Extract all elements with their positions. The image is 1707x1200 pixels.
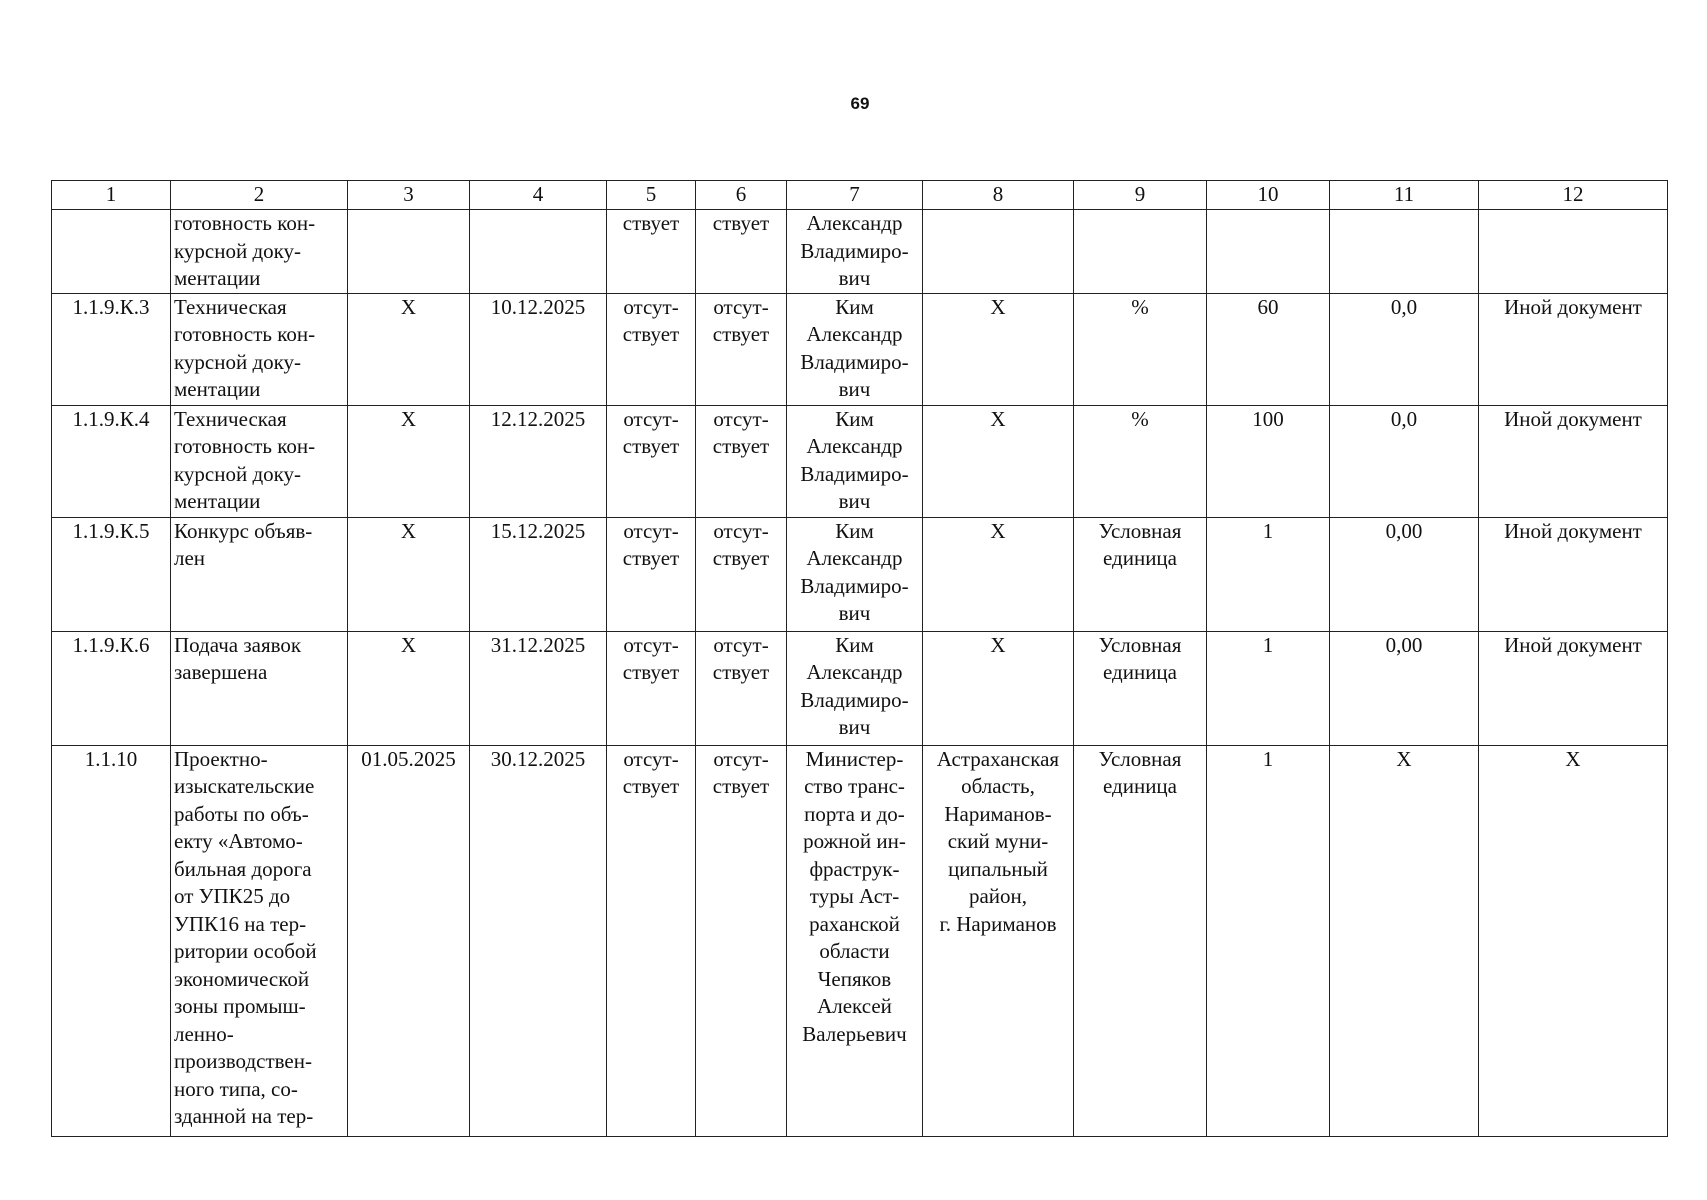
- cell-unit: Условная единица: [1074, 517, 1207, 631]
- cell-number: [52, 210, 171, 294]
- cell-start-date: X: [348, 405, 470, 517]
- cell-name: Подача заявок завершена: [171, 631, 348, 745]
- cell-document: X: [1479, 745, 1668, 1136]
- cell-amount: X: [1330, 745, 1479, 1136]
- cell-document: Иной документ: [1479, 517, 1668, 631]
- cell-responsible: Ким Александр Владимиро- вич: [787, 517, 923, 631]
- cell-col5: отсут- ствует: [607, 293, 696, 405]
- cell-col6: ствует: [696, 210, 787, 294]
- cell-start-date: X: [348, 517, 470, 631]
- cell-amount: 0,0: [1330, 293, 1479, 405]
- cell-end-date: 12.12.2025: [470, 405, 607, 517]
- column-header: 1: [52, 181, 171, 210]
- cell-start-date: X: [348, 631, 470, 745]
- column-header: 6: [696, 181, 787, 210]
- column-header: 12: [1479, 181, 1668, 210]
- column-header: 4: [470, 181, 607, 210]
- column-header: 7: [787, 181, 923, 210]
- cell-number: 1.1.9.К.6: [52, 631, 171, 745]
- column-header: 10: [1207, 181, 1330, 210]
- column-header: 5: [607, 181, 696, 210]
- cell-name: Техническая готовность кон- курсной доку- ментации: [171, 293, 348, 405]
- column-header: 11: [1330, 181, 1479, 210]
- cell-document: [1479, 210, 1668, 294]
- document-table: [51, 180, 1668, 1137]
- cell-end-date: 10.12.2025: [470, 293, 607, 405]
- cell-amount: 0,00: [1330, 631, 1479, 745]
- column-header: 3: [348, 181, 470, 210]
- cell-col6: отсут- ствует: [696, 745, 787, 1136]
- cell-col6: отсут- ствует: [696, 517, 787, 631]
- cell-col6: отсут- ствует: [696, 405, 787, 517]
- cell-responsible: Ким Александр Владимиро- вич: [787, 405, 923, 517]
- table-header-row: [52, 181, 1668, 210]
- cell-responsible: Ким Александр Владимиро- вич: [787, 293, 923, 405]
- cell-amount: 0,00: [1330, 517, 1479, 631]
- table-row: [52, 517, 1668, 631]
- cell-location: X: [923, 517, 1074, 631]
- column-header: 8: [923, 181, 1074, 210]
- cell-unit: %: [1074, 293, 1207, 405]
- cell-end-date: 31.12.2025: [470, 631, 607, 745]
- cell-start-date: 01.05.2025: [348, 745, 470, 1136]
- cell-value: 1: [1207, 631, 1330, 745]
- cell-end-date: 15.12.2025: [470, 517, 607, 631]
- cell-col5: ствует: [607, 210, 696, 294]
- cell-end-date: 30.12.2025: [470, 745, 607, 1136]
- cell-document: Иной документ: [1479, 631, 1668, 745]
- cell-value: 60: [1207, 293, 1330, 405]
- cell-amount: 0,0: [1330, 405, 1479, 517]
- table-row: [52, 745, 1668, 1136]
- cell-document: Иной документ: [1479, 405, 1668, 517]
- cell-location: Астраханская область, Нариманов- ский муни- ципальный район, г. Нариманов: [923, 745, 1074, 1136]
- cell-location: [923, 210, 1074, 294]
- cell-unit: [1074, 210, 1207, 294]
- cell-responsible: Министер- ство транс- порта и до- рожной ин- фраструк- туры Аст- раханской области Чепяков Алексей Валерьевич: [787, 745, 923, 1136]
- page-number: 69: [850, 94, 870, 113]
- cell-number: 1.1.9.К.5: [52, 517, 171, 631]
- cell-start-date: [348, 210, 470, 294]
- cell-unit: Условная единица: [1074, 745, 1207, 1136]
- cell-col5: отсут- ствует: [607, 517, 696, 631]
- cell-name: готовность кон- курсной доку- ментации: [171, 210, 348, 294]
- column-header: 2: [171, 181, 348, 210]
- cell-unit: Условная единица: [1074, 631, 1207, 745]
- cell-document: Иной документ: [1479, 293, 1668, 405]
- table-row: [52, 293, 1668, 405]
- cell-number: 1.1.9.К.3: [52, 293, 171, 405]
- table-row: [52, 210, 1668, 294]
- cell-name: Техническая готовность кон- курсной доку- ментации: [171, 405, 348, 517]
- cell-location: X: [923, 293, 1074, 405]
- cell-col5: отсут- ствует: [607, 405, 696, 517]
- cell-col5: отсут- ствует: [607, 631, 696, 745]
- cell-responsible: Ким Александр Владимиро- вич: [787, 631, 923, 745]
- cell-number: 1.1.9.К.4: [52, 405, 171, 517]
- cell-start-date: X: [348, 293, 470, 405]
- cell-col5: отсут- ствует: [607, 745, 696, 1136]
- cell-value: 100: [1207, 405, 1330, 517]
- cell-value: [1207, 210, 1330, 294]
- cell-col6: отсут- ствует: [696, 293, 787, 405]
- table-row: [52, 405, 1668, 517]
- cell-value: 1: [1207, 517, 1330, 631]
- cell-value: 1: [1207, 745, 1330, 1136]
- table-row: [52, 631, 1668, 745]
- cell-location: X: [923, 631, 1074, 745]
- cell-name: Конкурс объяв- лен: [171, 517, 348, 631]
- cell-name: Проектно- изыскательские работы по объ- екту «Автомо- бильная дорога от УПК25 до УПК16 на тер- ритории особой экономической зоны промыш- ленно- производствен- ного типа, со- зданной на тер-: [171, 745, 348, 1136]
- cell-unit: %: [1074, 405, 1207, 517]
- cell-location: X: [923, 405, 1074, 517]
- column-header: 9: [1074, 181, 1207, 210]
- cell-col6: отсут- ствует: [696, 631, 787, 745]
- cell-amount: [1330, 210, 1479, 294]
- cell-end-date: [470, 210, 607, 294]
- cell-number: 1.1.10: [52, 745, 171, 1136]
- cell-responsible: Александр Владимиро- вич: [787, 210, 923, 294]
